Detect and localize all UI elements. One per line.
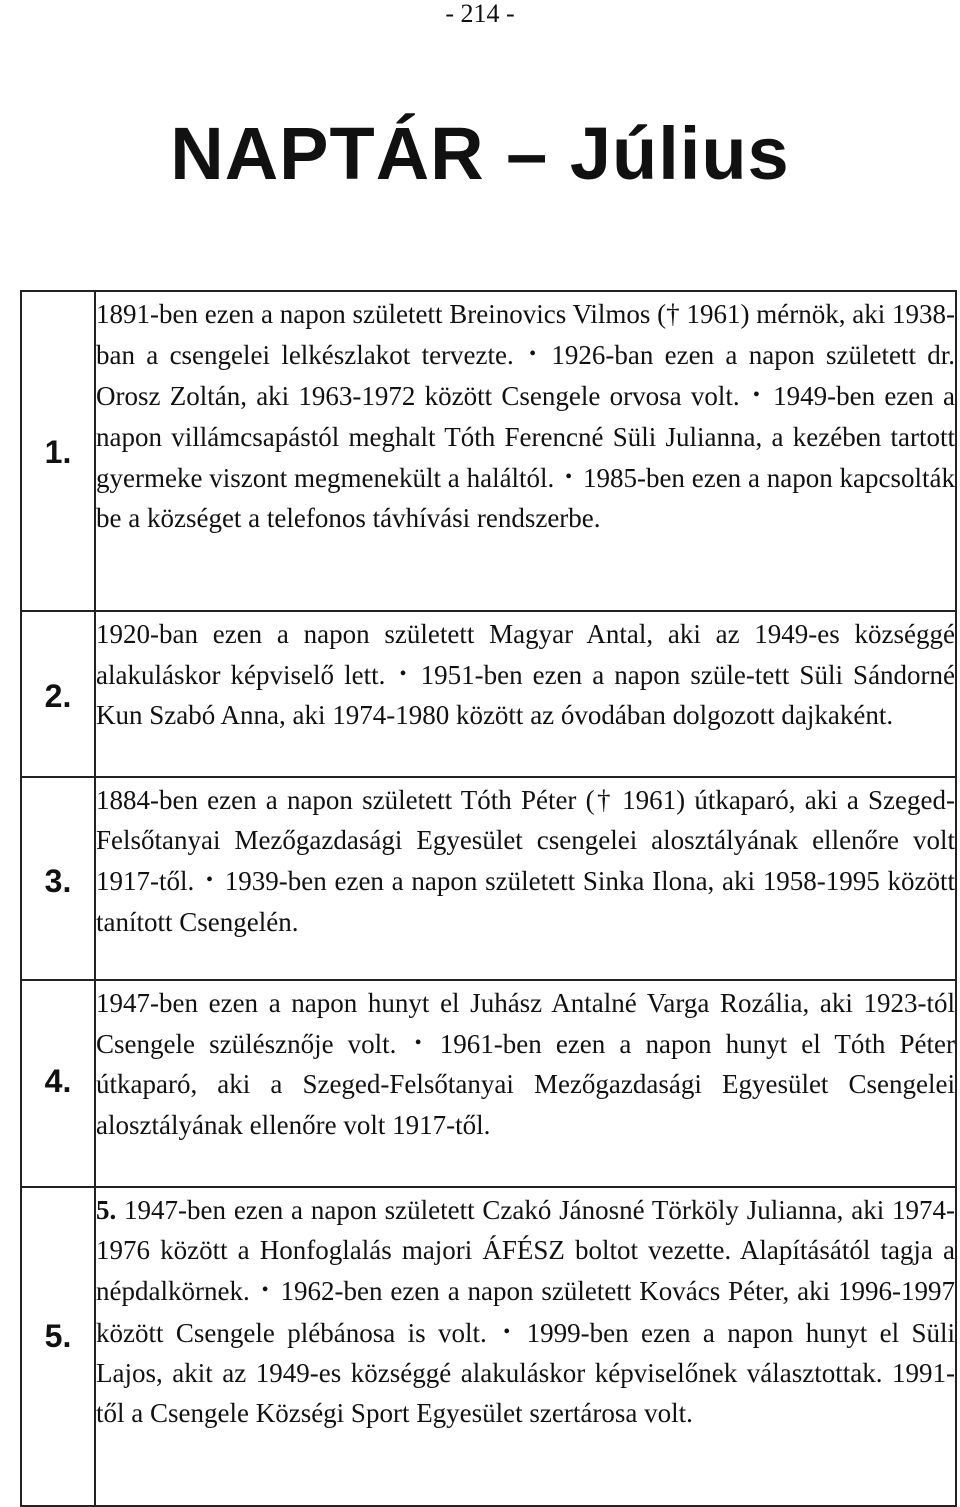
event-text: 1949-ben ezen a napon villámcsapástól meghalt Tóth Ferencné Süli Julianna, a kezében tartott gyermeke viszont megmenekült a haláltól. bbox=[96, 381, 956, 493]
bullet-icon: • bbox=[261, 1279, 269, 1302]
day-entry bbox=[96, 612, 955, 736]
day-number: 4. bbox=[44, 1063, 72, 1099]
event-text: 1926-ban ezen a napon született dr. Orosz Zoltán, aki 1963-1972 között Csengele orvosa volt. bbox=[96, 340, 956, 412]
day-entry-cell bbox=[95, 611, 956, 777]
bullet-icon: • bbox=[399, 663, 407, 686]
day-entry-cell bbox=[95, 777, 956, 980]
calendar-row-1 bbox=[21, 291, 956, 611]
day-entry bbox=[96, 1188, 955, 1433]
bullet-icon: • bbox=[752, 384, 760, 407]
day-number: 1. bbox=[44, 434, 72, 470]
page-title: NAPTÁR – Július bbox=[170, 112, 790, 195]
bullet-icon: • bbox=[414, 1032, 422, 1055]
event-text: 1951-ben ezen a napon szüle-tett Süli Sándorné Kun Szabó Anna, aki 1974-1980 között az óvodában dolgozott dajkaként. bbox=[96, 660, 956, 731]
event-text: 1891-ben ezen a napon született Breinovics Vilmos († 1961) mérnök, aki 1938-ban a csengelei lelkészlakot tervezte. bbox=[96, 299, 955, 371]
day-entry-cell bbox=[95, 291, 956, 611]
calendar-row-5 bbox=[21, 1187, 956, 1506]
day-entry bbox=[96, 292, 955, 538]
day-number-cell bbox=[21, 611, 95, 777]
calendar-table bbox=[20, 290, 957, 1507]
event-text: 1947-ben ezen a napon született Czakó Jánosné Törköly Julianna, aki 1974-1976 között a Honfoglalás majori ÁFÉSZ boltot vezette. Alapításától tagja a népdalkörnek. bbox=[96, 1195, 955, 1307]
event-text: 1939-ben ezen a napon született Sinka Ilona, aki 1958-1995 között tanított Csengelén. bbox=[96, 866, 956, 937]
day-number: 2. bbox=[44, 678, 72, 714]
day-entry bbox=[96, 981, 955, 1145]
day-entry-cell bbox=[95, 980, 956, 1187]
day-number-cell bbox=[21, 1187, 95, 1506]
event-text: 1985-ben ezen a napon kapcsolták be a községet a telefonos távhívási rendszerbe. bbox=[96, 462, 956, 534]
event-text: 1947-ben ezen a napon hunyt el Juhász Antalné Varga Rozália, aki 1923-tól Csengele szülésznője volt. bbox=[96, 988, 955, 1060]
event-text: 1920-ban ezen a napon született Magyar Antal, aki az 1949-es községgé alakuláskor képviselő lett. bbox=[96, 619, 955, 691]
bullet-icon: • bbox=[565, 465, 573, 488]
event-text: 1962-ben ezen a napon született Kovács Péter, aki 1996-1997 között Csengele plébánosa is volt. bbox=[96, 1276, 956, 1348]
bullet-icon: • bbox=[206, 869, 214, 892]
event-text: 1884-ben ezen a napon született Tóth Péter († 1961) útkaparó, aki a Szeged-Felsőtanyai Mezőgazdasági Egyesület csengelei alosztályának ellenőre volt 1917-től. bbox=[96, 785, 955, 897]
bullet-icon: • bbox=[529, 343, 537, 366]
day-number: 5. bbox=[44, 1318, 72, 1354]
event-text: 1999-ben ezen a napon hunyt el Süli Lajos, akit az 1949-es községgé alakuláskor képviselőnek választottak. 1991-től a Csengele Községi Sport Egyesület szertárosa volt. bbox=[96, 1317, 956, 1429]
day-number: 3. bbox=[44, 863, 72, 899]
calendar-row-3 bbox=[21, 777, 956, 980]
page-number: - 214 - bbox=[445, 0, 515, 28]
day-entry bbox=[96, 778, 955, 942]
calendar-row-2 bbox=[21, 611, 956, 777]
day-number-cell bbox=[21, 980, 95, 1187]
day-entry-cell bbox=[95, 1187, 956, 1506]
event-text: 1961-ben ezen a napon hunyt el Tóth Péter útkaparó, aki a Szeged-Felsőtanyai Mezőgazdasági Egyesület Csengelei alosztályának ellenőre volt 1917-től. bbox=[96, 1029, 956, 1140]
calendar-row-4 bbox=[21, 980, 956, 1187]
inline-day-label: 5. bbox=[96, 1195, 117, 1225]
day-number-cell bbox=[21, 777, 95, 980]
day-number-cell bbox=[21, 291, 95, 611]
bullet-icon: • bbox=[503, 1320, 511, 1343]
